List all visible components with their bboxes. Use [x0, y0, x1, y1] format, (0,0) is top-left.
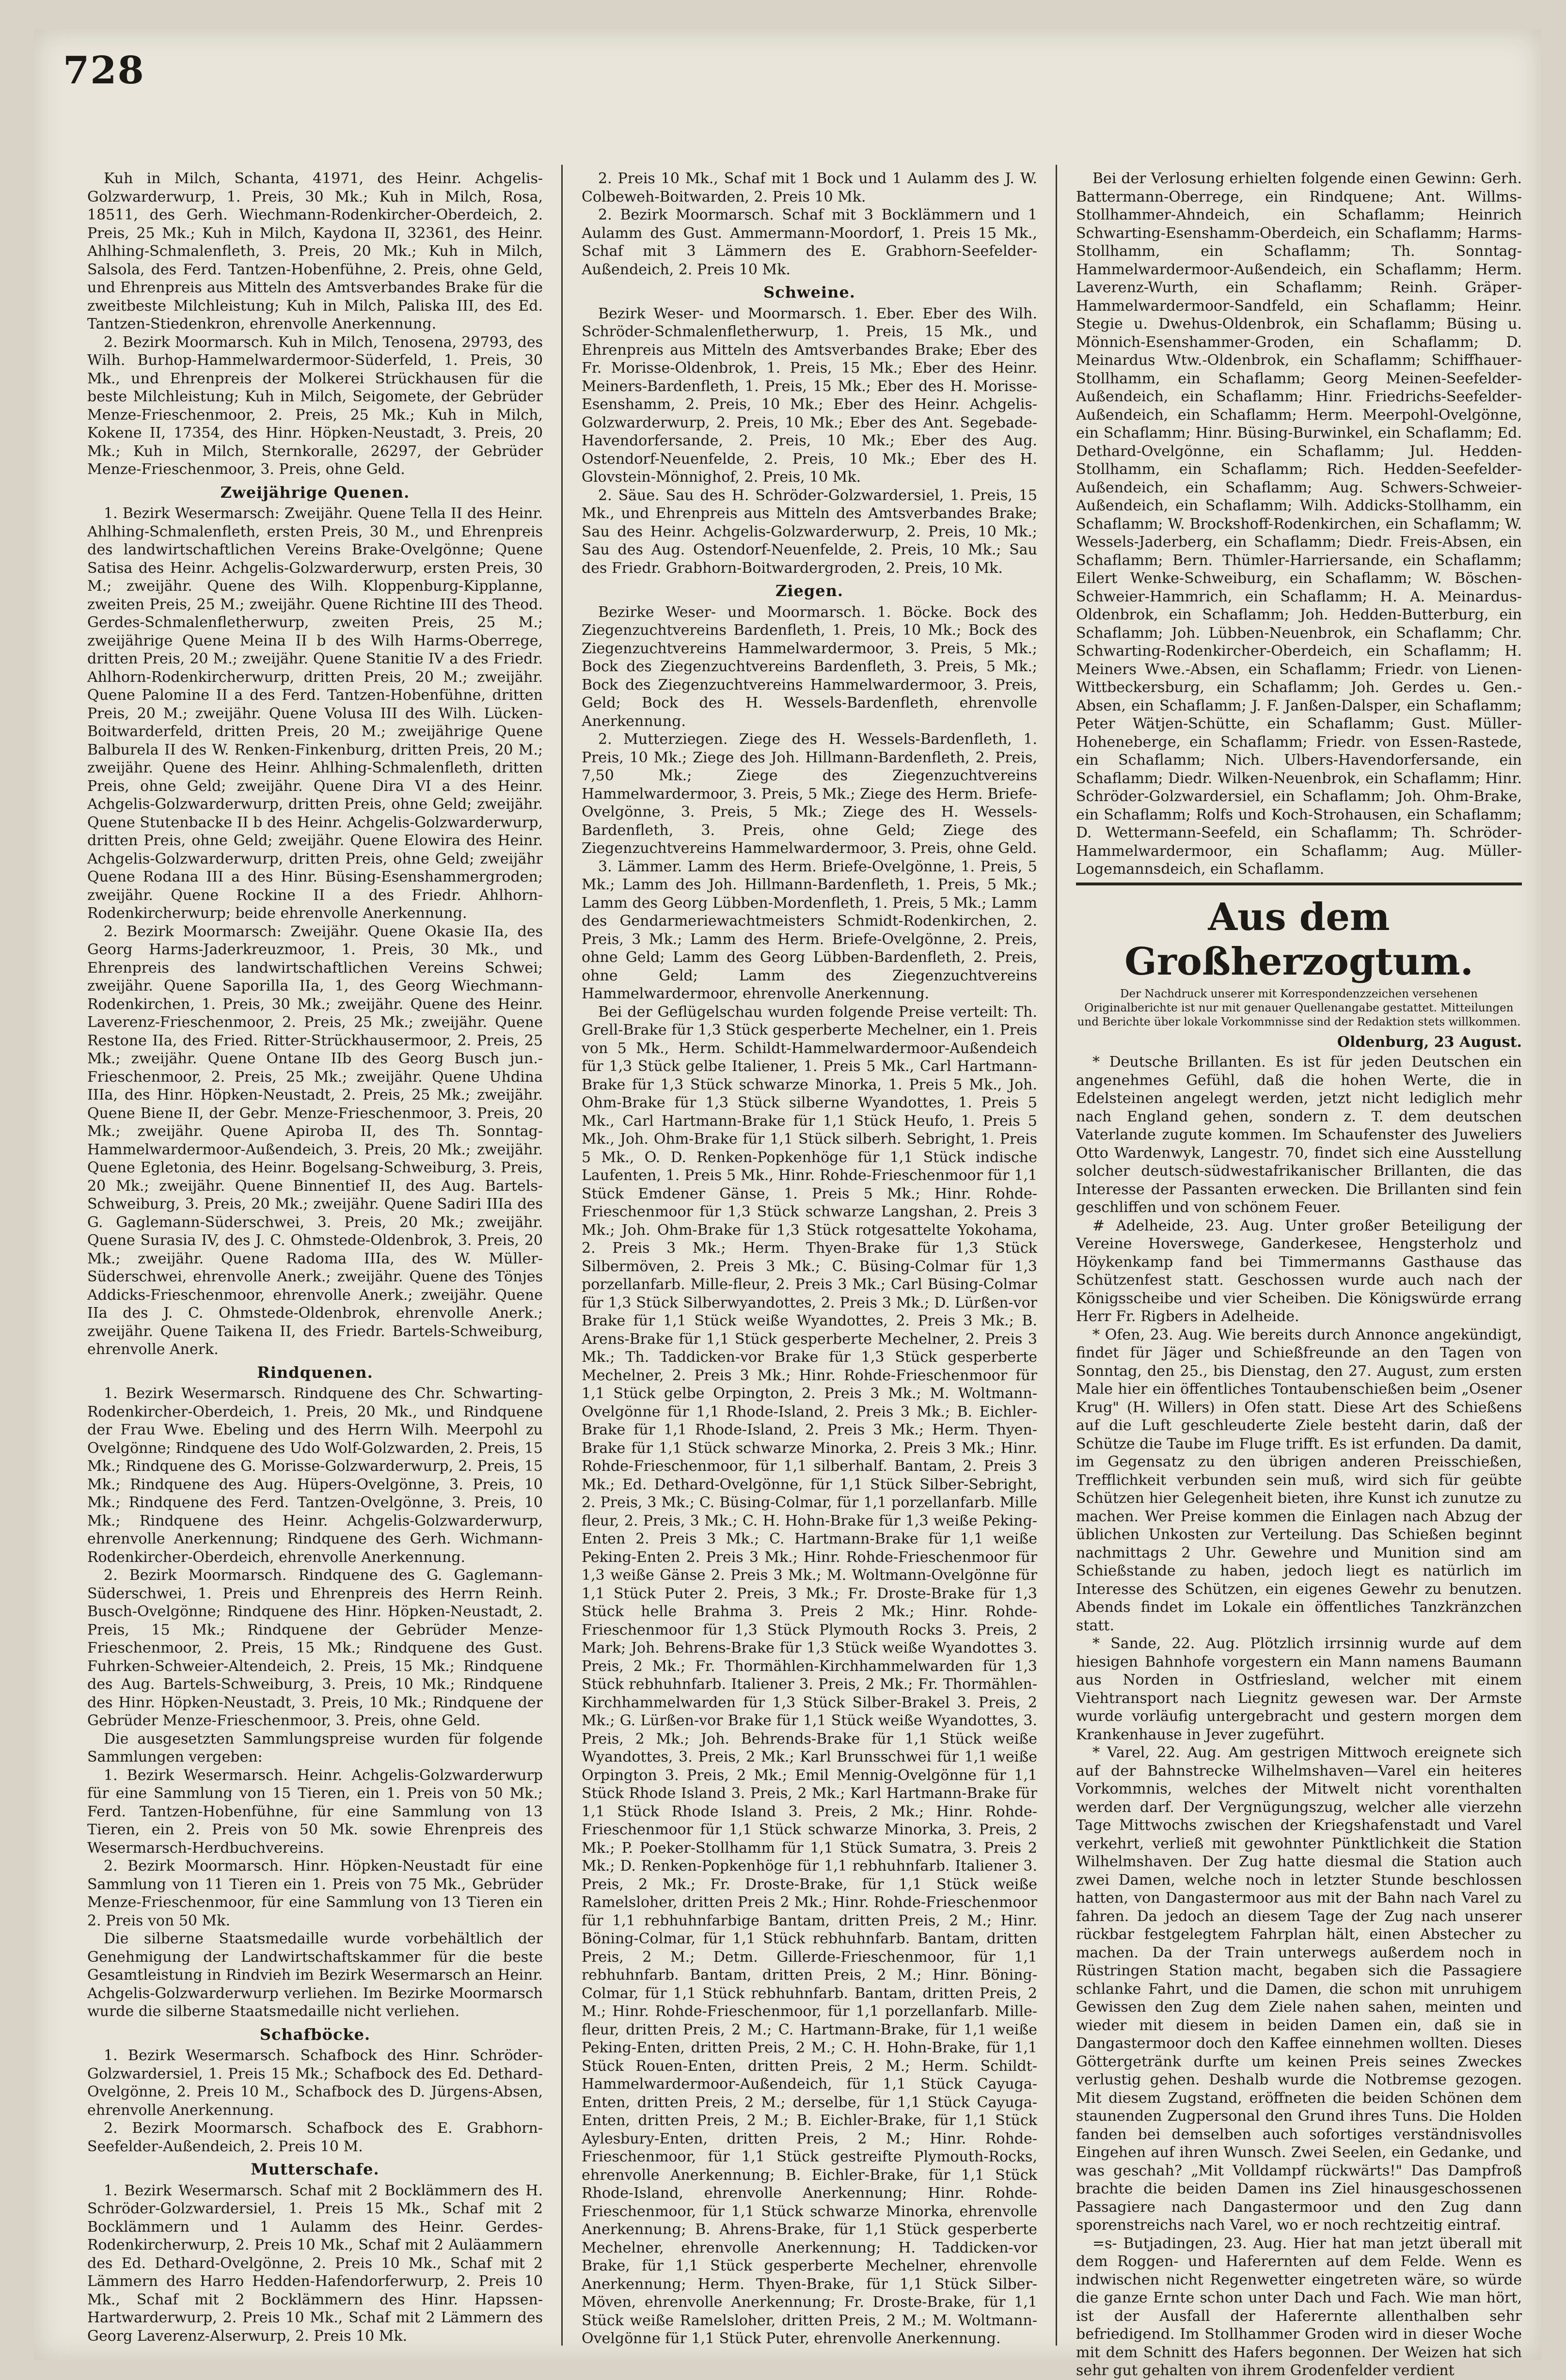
article-paragraph: Bei der Verlosung erhielten folgende einen Gewinn: Gerh. Battermann-Oberrege, ein Rindquene; Ant. Willms-Stollhammer-Ahndeich, ein Schaflamm; Heinrich Schwarting-Esenshamm-Oberdeich, ein Schaflamm; Harms-Stollhamm, ein Schaflamm; Th. Sonntag-Hammelwardermoor-Außendeich, ein Schaflamm; Herm. Laverenz-Wurth, ein Schaflamm; Reinh. Gräper-Hammelwardermoor-Sandfeld, ein Schaflamm; Heinr. Stegie u. Dwehus-Oldenbrok, ein Schaflamm; Büsing u. Mönnich-Esenshammer-Groden, ein Schaflamm; D. Meinardus Wtw.-Oldenbrok, ein Schaflamm; Schiffhauer-Stollhamm, ein Schaflamm; Georg Meinen-Seefelder-Außendeich, ein Schaflamm; Hinr. Friedrichs-Seefelder-Außendeich, ein Schaflamm; Herm. Meerpohl-Ovelgönne, ein Schaflamm; Hinr. Büsing-Burwinkel, ein Schaflamm; Ed. Dethard-Ovelgönne, ein Schaflamm; Jul. Hedden-Stollhamm, ein Schaflamm; Rich. Hedden-Seefelder-Außendeich, ein Schaflamm; Aug. Schwers-Schweier-Außendeich, ein Schaflamm; Wilh. Addicks-Stollhamm, ein Schaflamm; W. Brockshoff-Rodenkirchen, ein Schaflamm; W. Wessels-Jaderberg, ein Schaflamm; Diedr. Freis-Absen, ein Schaflamm; Bern. Thümler-Harriersande, ein Schaflamm; Eilert Wenke-Schweiburg, ein Schaflamm; W. Böschen-Schweier-Hammrich, ein Schaflamm; H. A. Meinardus-Oldenbrok, ein Schaflamm; Joh. Hedden-Butterburg, ein Schaflamm; Joh. Lübben-Neuenbrok, ein Schaflamm; Chr. Schwarting-Rodenkircher-Oberdeich, ein Schaflamm; H. Meiners Wwe.-Absen, ein Schaflamm; Friedr. von Lienen-Wittbeckersburg, ein Schaflamm; Joh. Gerdes u. Gen.-Absen, ein Schaflamm; J. F. Janßen-Dalsper, ein Schaflamm; Peter Wätjen-Schütte, ein Schaflamm; Gust. Müller-Hoheneberge, ein Schaflamm; Friedr. von Essen-Rastede, ein Schaflamm; Nich. Ulbers-Havendorfersande, ein Schaflamm; Diedr. Wilken-Neuenbrok, ein Schaflamm; Hinr. Schröder-Golzwardersiel, ein Schaflamm; Joh. Ohm-Brake, ein Schaflamm; Rolfs und Koch-Strohausen, ein Schaflamm; D. Wettermann-Seefeld, ein Schaflamm; Th. Schröder-Hammelwardermoor, ein Schaflamm; Aug. Müller-Logemannsdeich, ein Schaflamm.: [1076, 170, 1522, 878]
article-paragraph: Bezirk Weser- und Moormarsch. 1. Eber. Eber des Wilh. Schröder-Schmalenfletherwurp, 1. Preis, 15 Mk., und Ehrenpreis aus Mitteln des Amtsverbandes Brake; Eber des Fr. Morisse-Oldenbrok, 1. Preis, 15 Mk.; Eber des Heinr. Meiners-Bardenfleth, 1. Preis, 15 Mk.; Eber des H. Morisse-Esenshamm, 2. Preis, 10 Mk.; Eber des Heinr. Achgelis-Golzwarderwurp, 2. Preis, 10 Mk.; Eber des Ant. Segebade-Havendorfersande, 2. Preis, 10 Mk.; Eber des Aug. Ostendorf-Neuenfelde, 2. Preis, 10 Mk.; Eber des H. Glovstein-Mönnighof, 2. Preis, 10 Mk.: [582, 305, 1037, 486]
article-paragraph: Bezirke Weser- und Moormarsch. 1. Böcke. Bock des Ziegenzuchtvereins Bardenfleth, 1. Preis, 10 Mk.; Bock des Ziegenzuchtvereins Hammelwardermoor, 3. Preis, 5 Mk.; Bock des Ziegenzuchtvereins Bardenfleth, 3. Preis, 5 Mk.; Bock des Ziegenzuchtvereins Hammelwardermoor, 3. Preis, Geld; Bock des H. Wessels-Bardenfleth, ehrenvolle Anerkennung.: [582, 603, 1037, 730]
reprint-note: Der Nachdruck unserer mit Korrespondenzzeichen versehenen Originalberichte ist nur mit genauer Quellenangabe gestattet. Mitteilungen und Berichte über lokale Vorkommnisse sind der Redaktion stets willkommen.: [1077, 987, 1521, 1028]
article-paragraph: 2. Preis 10 Mk., Schaf mit 1 Bock und 1 Aulamm des J. W. Colbeweh-Boitwarden, 2. Preis 10 Mk.: [582, 170, 1037, 205]
section-title: Aus dem Großherzogtum.: [1124, 895, 1473, 984]
article-paragraph: Die ausgesetzten Sammlungspreise wurden für folgende Sammlungen vergeben:: [87, 1730, 543, 1765]
column-rule: [561, 165, 563, 2346]
article-paragraph: 2. Mutterziegen. Ziege des H. Wessels-Bardenfleth, 1. Preis, 10 Mk.; Ziege des Joh. Hillmann-Bardenfleth, 2. Preis, 7,50 Mk.; Ziege des Ziegenzuchtvereins Hammelwardermoor, 3. Preis, 5 Mk.; Ziege des Herm. Briefe-Ovelgönne, 3. Preis, 5 Mk.; Ziege des H. Wessels-Bardenfleth, 3. Preis, ohne Geld; Ziege des Ziegenzuchtvereins Hammelwardermoor, 3. Preis, ohne Geld.: [582, 731, 1037, 857]
article-paragraph: Bei der Geflügelschau wurden folgende Preise verteilt: Th. Grell-Brake für 1,3 Stück gesperberte Mechelner, ein 1. Preis von 5 Mk., Herm. Schildt-Hammelwardermoor-Außendeich für 1,3 Stück gelbe Italiener, 1. Preis 5 Mk., Carl Hartmann-Brake für 1,3 Stück schwarze Minorka, 1. Preis 5 Mk., Joh. Ohm-Brake für 1,3 Stück silberne Wyandottes, 1. Preis 5 Mk., Carl Hartmann-Brake für 1,1 Stück Heufo, 1. Preis 5 Mk., Joh. Ohm-Brake für 1,1 Stück silberh. Sebright, 1. Preis 5 Mk., O. D. Renken-Popkenhöge für 1,1 Stück indische Laufenten, 1. Preis 5 Mk., Hinr. Rohde-Frieschenmoor für 1,1 Stück Emdener Gänse, 1. Preis 5 Mk.; Hinr. Rohde-Frieschenmoor für 1,3 Stück schwarze Langshan, 2. Preis 3 Mk.; Joh. Ohm-Brake für 1,3 Stück rotgesattelte Yokohama, 2. Preis 3 Mk.; Herm. Thyen-Brake für 1,3 Stück Silbermöven, 2. Preis 3 Mk.; C. Büsing-Colmar für 1,3 porzellanfarb. Mille-fleur, 2. Preis 3 Mk.; Carl Büsing-Colmar für 1,3 Stück Silberwyandottes, 2. Preis 3 Mk.; D. Lürßen-vor Brake für 1,1 Stück weiße Wyandottes, 2. Preis 3 Mk.; B. Arens-Brake für 1,1 Stück gesperberte Mechelner, 2. Preis 3 Mk.; Th. Taddicken-vor Brake für 1,3 Stück gesperberte Mechelner, 2. Preis 3 Mk.; Hinr. Rohde-Frieschenmoor für 1,1 Stück gelbe Orpington, 2. Preis 3 Mk.; M. Woltmann-Ovelgönne für 1,1 Rhode-Island, 2. Preis 3 Mk.; B. Eichler-Brake für 1,1 Rhode-Island, 2. Preis 3 Mk.; Herm. Thyen-Brake für 1,1 Stück schwarze Minorka, 2. Preis 3 Mk.; Hinr. Rohde-Frieschenmoor, für 1,1 silberhalf. Bantam, 2. Preis 3 Mk.; Ed. Dethard-Ovelgönne, für 1,1 Stück Silber-Sebright, 2. Preis, 3 Mk.; C. Büsing-Colmar, für 1,1 porzellanfarb. Mille fleur, 2. Preis, 3 Mk.; C. H. Hohn-Brake für 1,3 weiße Peking-Enten 2. Preis 3 Mk.; C. Hartmann-Brake für 1,1 weiße Peking-Enten 2. Preis 3 Mk.; Hinr. Rohde-Frieschenmoor für 1,3 weiße Gänse 2. Preis 3 Mk.; M. Woltmann-Ovelgönne für 1,1 Stück Puter 2. Preis, 3 Mk.; Fr. Droste-Brake für 1,3 Stück helle Brahma 3. Preis 2 Mk.; Hinr. Rohde-Frieschenmoor für 1,3 Stück Plymouth Rocks 3. Preis, 2 Mark; Joh. Behrens-Brake für 1,3 Stück weiße Wyandottes 3. Preis, 2 Mk.; Fr. Thormählen-Kirchhammelwarden für 1,3 Stück rebhuhnfarb. Italiener 3. Preis, 2 Mk.; Fr. Thormählen-Kirchhammelwarden für 1,3 Stück Silber-Brakel 3. Preis, 2 Mk.; G. Lürßen-vor Brake für 1,1 Stück weiße Wyandottes, 3. Preis, 2 Mk.; Joh. Behrends-Brake für 1,1 Stück weiße Wyandottes, 3. Preis, 2 Mk.; Karl Brunsschwei für 1,1 weiße Orpington 3. Preis, 2 Mk.; Emil Mennig-Ovelgönne für 1,1 Stück Rhode Island 3. Preis, 2 Mk.; Karl Hartmann-Brake für 1,1 Stück Rhode Island 3. Preis, 2 Mk.; Hinr. Rohde-Frieschenmoor für 1,1 Stück schwarze Minorka, 3. Preis, 2 Mk.; P. Poeker-Stollhamm für 1,1 Stück Sumatra, 3. Preis 2 Mk.; D. Renken-Popkenhöge für 1,1 rebhuhnfarb. Italiener 3. Preis, 2 Mk.; Fr. Droste-Brake, für 1,1 Stück weiße Ramelsloher, dritten Preis 2 Mk.; Hinr. Rohde-Frieschenmoor für 1,1 rebhuhnfarbige Bantam, dritten Preis, 2 M.; Hinr. Böning-Colmar, für 1,1 Stück rebhuhnfarb. Bantam, dritten Preis, 2 M.; Detm. Gillerde-Frieschenmoor, für 1,1 rebhuhnfarb. Bantam, dritten Preis, 2 M.; Hinr. Böning-Colmar, für 1,1 Stück rebhuhnfarb. Bantam, dritten Preis, 2 M.; Hinr. Rohde-Frieschenmoor, für 1,1 porzellanfarb. Mille-fleur, dritten Preis, 2 M.; C. Hartmann-Brake, für 1,1 weiße Peking-Enten, dritten Preis, 2 M.; C. H. Hohn-Brake, für 1,1 Stück Rouen-Enten, dritten Preis, 2 M.; Herm. Schildt-Hammelwardermoor-Außendeich, für 1,1 Stück Cayuga-Enten, dritten Preis, 2 M.; derselbe, für 1,1 Stück Cayuga-Enten, dritten Preis, 2 M.; B. Eichler-Brake, für 1,1 Stück Aylesbury-Enten, dritten Preis, 2 M.; Hinr. Rohde-Frieschenmoor, für 1,1 Stück gestreifte Plymouth-Rocks, ehrenvolle Anerkennung; B. Eichler-Brake, für 1,1 Stück Rhode-Island, ehrenvolle Anerkennung; Hinr. Rohde-Frieschenmoor, für 1,1 Stück schwarze Minorka, ehrenvolle Anerkennung; B. Ahrens-Brake, für 1,1 Stück gesperberte Mechelner, ehrenvolle Anerkennung; H. Taddicken-vor Brake, für 1,1 Stück gesperberte Mechelner, ehrenvolle Anerkennung; Herm. Thyen-Brake, für 1,1 Stück Silber-Möven, ehrenvolle Anerkennung; Fr. Droste-Brake, für 1,1 Stück weiße Ramelsloher, dritten Preis, 2 M.; M. Woltmann-Ovelgönne für 1,1 Stück Puter, ehrenvolle Anerkennung.: [582, 1003, 1037, 2347]
section-heading: Mutterschafe.: [251, 2160, 380, 2178]
column-2: [582, 170, 1037, 2347]
page-number: 728: [63, 48, 145, 93]
column-1: [87, 170, 543, 2345]
section-heading: Schafböcke.: [259, 2025, 371, 2044]
article-paragraph: 1. Bezirk Wesermarsch. Schafbock des Hinr. Schröder-Golzwardersiel, 1. Preis 15 Mk.; Schafbock des Ed. Dethard-Ovelgönne, 2. Preis 10 M., Schafbock des D. Jürgens-Absen, ehrenvolle Anerkennung.: [87, 2047, 543, 2119]
article-paragraph: 2. Bezirk Moormarsch. Kuh in Milch, Tenosena, 29793, des Wilh. Burhop-Hammelwardermoor-Süderfeld, 1. Preis, 30 Mk., und Ehrenpreis der Molkerei Strückhausen für die beste Milchleistung; Kuh in Milch, Seigomete, der Gebrüder Menze-Frieschenmoor, 2. Preis, 25 Mk.; Kuh in Milch, Kokene II, 17354, des Hinr. Höpken-Neustadt, 3. Preis, 20 Mk.; Kuh in Milch, Sternkoralle, 26297, der Gebrüder Menze-Frieschenmoor, 3. Preis, ohne Geld.: [87, 333, 543, 478]
column-rule: [1056, 165, 1057, 2346]
article-paragraph: 2. Bezirk Moormarsch. Schaf mit 3 Bocklämmern und 1 Aulamm des Gust. Ammermann-Moordorf, 1. Preis 15 Mk., Schaf mit 3 Lämmern des E. Grabhorn-Seefelder-Außendeich, 2. Preis 10 Mk.: [582, 206, 1037, 278]
article-paragraph: 2. Bezirk Moormarsch. Rindquene des G. Gaglemann-Süderschwei, 1. Preis und Ehrenpreis des Herrn Reinh. Busch-Ovelgönne; Rindquene des Hinr. Höpken-Neustadt, 2. Preis, 15 Mk.; Rindquene der Gebrüder Menze-Frieschenmoor, 2. Preis, 15 Mk.; Rindquene des Gust. Fuhrken-Schweier-Altendeich, 2. Preis, 15 Mk.; Rindquene des Aug. Bartels-Schweiburg, 3. Preis, 10 Mk.; Rindquene des Hinr. Höpken-Neustadt, 3. Preis, 10 Mk.; Rindquene der Gebrüder Menze-Frieschenmoor, 3. Preis, ohne Geld.: [87, 1567, 543, 1729]
section-heading: Ziegen.: [775, 582, 843, 600]
article-paragraph: Kuh in Milch, Schanta, 41971, des Heinr. Achgelis-Golzwarderwurp, 1. Preis, 30 Mk.; Kuh in Milch, Rosa, 18511, des Gerh. Wiechmann-Rodenkircher-Oberdeich, 2. Preis, 25 Mk.; Kuh in Milch, Kaydona II, 32361, des Heinr. Ahlhing-Schmalenfleth, 3. Preis, 20 Mk.; Kuh in Milch, Salsola, des Ferd. Tantzen-Hobenfühne, 2. Preis, ohne Geld, und Ehrenpreis aus Mitteln des Amtsverbandes Brake für die zweitbeste Milchleistung; Kuh in Milch, Paliska III, des Ed. Tantzen-Stiedenkron, ehrenvolle Anerkennung.: [87, 170, 543, 332]
article-paragraph: =s- Butjadingen, 23. Aug. Hier hat man jetzt überall mit dem Roggen- und Haferernten auf dem Felde. Wenn es indwischen nicht Regenwetter eingetreten wäre, so würde die ganze Ernte schon unter Dach und Fach. Wie man hört, ist der Ausfall der Haferernte allenthalben sehr befriedigend. Im Stollhammer Groden wird in dieser Woche mit dem Schnitt des Hafers begonnen. Der Weizen hat sich sehr gut gehalten von ihrem Grodenfelder verdient: [1076, 2235, 1522, 2379]
article-paragraph: # Adelheide, 23. Aug. Unter großer Beteiligung der Vereine Hoverswege, Ganderkesee, Hengsterholz und Höykenkamp fand bei Timmermanns Gasthause das Schützenfest statt. Geschossen wurde auch nach der Königsscheibe und vier Scheiben. Die Königswürde errang Herr Fr. Rigbers in Adelheide.: [1076, 1217, 1522, 1325]
article-paragraph: 2. Säue. Sau des H. Schröder-Golzwardersiel, 1. Preis, 15 Mk., und Ehrenpreis aus Mitteln des Amtsverbandes Brake; Sau des Heinr. Achgelis-Golzwarderwurp, 2. Preis, 10 Mk.; Sau des Aug. Ostendorf-Neuenfelde, 2. Preis, 10 Mk.; Sau des Friedr. Grabhorn-Boitwardergroden, 2. Preis, 10 Mk.: [582, 487, 1037, 577]
article-paragraph: 1. Bezirk Wesermarsch. Schaf mit 2 Bocklämmern des H. Schröder-Golzwardersiel, 1. Preis 15 Mk., Schaf mit 2 Bocklämmern und 1 Aulamm des Heinr. Gerdes-Rodenkircherwurp, 2. Preis 10 Mk., Schaf mit 2 Auläammern des Ed. Dethard-Ovelgönne, 2. Preis 10 Mk., Schaf mit 2 Lämmern des Harro Hedden-Hafendorferwurp, 2. Preis 10 Mk., Schaf mit 2 Bocklämmern des Hinr. Hapssen-Hartwarderwurp, 2. Preis 10 Mk., Schaf mit 2 Lämmern des Georg Laverenz-Alserwurp, 2. Preis 10 Mk.: [87, 2182, 543, 2345]
article-paragraph: * Varel, 22. Aug. Am gestrigen Mittwoch ereignete sich auf der Bahnstrecke Wilhelmshaven—Varel ein heiteres Vorkommnis, welches der Mitwelt nicht vorenthalten werden darf. Der Vergnügungszug, welcher alle vierzehn Tage Mittwochs zwischen der Kriegshafenstadt und Varel verkehrt, verließ mit gewohnter Pünktlichkeit die Station Wilhelmshaven. Der Zug hatte diesmal die Station auch zwei Damen, welche noch in letzter Stunde beschlossen hatten, von Dangastermoor aus mit der Bahn nach Varel zu fahren. Da jedoch an diesem Tage der Zug nach unserer rückbar festgelegtem Fahrplan hält, einen Abstecher zu machen. Da der Train unterwegs außerdem noch in Rüstringen Station macht, begaben sich die Passagiere schlanke Fahrt, und die Damen, die schon mit unruhigem Gewissen den Zug dem Ziele nahen sahen, meinten und wieder mit diesem in beiden Damen ein, daß sie in Dangastermoor doch den Kaffee einnehmen wollten. Dieses Göttergetränk durfte um keinen Preis seines Zweckes verlustig gehen. Deshalb wurde die Notbremse gezogen. Mit diesem Zugstand, eröffneten die beiden Schönen dem staunenden Zugpersonal den Grund ihres Tuns. Die Holden fanden bei demselben auch sofortiges verständnisvolles Eingehen auf ihren Wunsch. Zwei Seelen, ein Gedanke, und was geschah? „Mit Volldampf rückwärts!" Das Dampfroß brachte die beiden Damen ins Ziel hinausgeschossenen Passagiere nach Dangastermoor und den Zug dann sporenstreichs nach Varel, wo er noch rechtzeitig eintraf.: [1076, 1744, 1522, 2234]
section-heading: Schweine.: [763, 283, 855, 301]
article-paragraph: * Sande, 22. Aug. Plötzlich irrsinnig wurde auf dem hiesigen Bahnhofe vorgestern ein Mann namens Baumann aus Norden in Ostfriesland, welcher mit einem Viehtransport nach Liegnitz gewesen war. Der Armste wurde vorläufig untergebracht und gestern morgen dem Krankenhause in Jever zugeführt.: [1076, 1635, 1522, 1743]
article-paragraph: 2. Bezirk Moormarsch. Hinr. Höpken-Neustadt für eine Sammlung von 11 Tieren ein 1. Preis von 75 Mk., Gebrüder Menze-Frieschenmoor, für eine Sammlung von 13 Tieren ein 2. Preis von 50 Mk.: [87, 1858, 543, 1929]
article-paragraph: 1. Bezirk Wesermarsch: Zweijähr. Quene Tella II des Heinr. Ahlhing-Schmalenfleth, ersten Preis, 30 M., und Ehrenpreis des landwirtschaftlichen Vereins Brake-Ovelgönne; Quene Satisa des Heinr. Achgelis-Golzwarderwurp, ersten Preis, 30 M.; zweijähr. Quene des Wilh. Kloppenburg-Kipplanne, zweiten Preis, 25 M.; zweijähr. Quene Richtine III des Theod. Gerdes-Schmalenfletherwurp, zweiten Preis, 25 M.; zweijährige Quene Meina II b des Wilh Harms-Oberrege, dritten Preis, 20 M.; zweijähr. Quene Stanitie IV a des Friedr. Ahlhorn-Rodenkircherwurp, dritten Preis, 20 M.; zweijähr. Quene Palomine II a des Ferd. Tantzen-Hobenfühne, dritten Preis, 20 M.; zweijähr. Quene Volusa III des Wilh. Lücken-Boitwarderfeld, dritten Preis, 20 M.; zweijährige Quene Balburela II des W. Renken-Finkenburg, dritten Preis, 20 M.; zweijähr. Quene des Heinr. Ahlhing-Schmalenfleth, dritten Preis, ohne Geld; zweijähr. Quene Dira VI a des Heinr. Achgelis-Golzwarderwurp, dritten Preis, ohne Geld; zweijähr. Quene Stutenbacke II b des Heinr. Achgelis-Golzwarderwurp, dritten Preis, ohne Geld; zweijähr. Quene Elowira des Heinr. Achgelis-Golzwarderwurp, dritten Preis, ohne Geld; zweijähr Quene Rodana III a des Hinr. Büsing-Esenshammergroden; zweijähr. Quene Rockine II a des Friedr. Ahlhorn-Rodenkircherwurp; beide ehrenvolle Anerkennung.: [87, 505, 543, 922]
article-paragraph: 1. Bezirk Wesermarsch. Heinr. Achgelis-Golzwarderwurp für eine Sammlung von 15 Tieren, ein 1. Preis von 50 Mk.; Ferd. Tantzen-Hobenfühne, für eine Sammlung von 13 Tieren, ein 2. Preis von 50 Mk. sowie Ehrenpreis des Wesermarsch-Herdbuchvereins.: [87, 1766, 543, 1857]
article-paragraph: 2. Bezirk Moormarsch: Zweijähr. Quene Okasie IIa, des Georg Harms-Jaderkreuzmoor, 1. Preis, 30 Mk., und Ehrenpreis des landwirtschaftlichen Vereins Schwei; zweijähr. Quene Saporilla IIa, 1, des Georg Wiechmann-Rodenkirchen, 1. Preis, 30 Mk.; zweijähr. Quene des Heinr. Laverenz-Frieschenmoor, 2. Preis, 25 Mk.; zweijähr. Quene Restone IIa, des Fried. Ritter-Strückhausermoor, 2. Preis, 25 Mk.; zweijähr. Quene Ontane IIb des Georg Busch jun.-Frieschenmoor, 2. Preis, 25 Mk.; zweijähr. Quene Uhdina IIIa, des Hinr. Höpken-Neustadt, 2. Preis, 25 Mk.; zweijähr. Quene Biene II, der Gebr. Menze-Frieschenmoor, 3. Preis, 20 Mk.; zweijähr. Quene Apiroba II, des Th. Sonntag-Hammelwardermoor-Außendeich, 3. Preis, 20 Mk.; zweijähr. Quene Egletonia, des Heinr. Bogelsang-Schweiburg, 3. Preis, 20 Mk.; zweijähr. Quene Binnentief II, des Aug. Bartels-Schweiburg, 3. Preis, 20 Mk.; zweijähr. Quene Sadiri IIIa des G. Gaglemann-Süderschwei, 3. Preis, 20 Mk.; zweijähr. Quene Surasia IV, des J. C. Ohmstede-Oldenbrok, 3. Preis, 20 Mk.; zweijähr. Quene Radoma IIIa, des W. Müller-Süderschwei, ehrenvolle Anerk.; zweijähr. Quene des Tönjes Addicks-Frieschenmoor, ehrenvolle Anerk.; zweijähr. Quene IIa des J. C. Ohmstede-Oldenbrok, ehrenvolle Anerk.; zweijähr. Quene Taikena II, des Friedr. Bartels-Schweiburg, ehrenvolle Anerk.: [87, 923, 543, 1358]
section-heading: Rindquenen.: [257, 1363, 373, 1382]
dateline: Oldenburg, 23 August.: [1337, 1033, 1522, 1051]
heavy-rule: [1076, 883, 1522, 885]
article-paragraph: Die silberne Staatsmedaille wurde vorbehältlich der Genehmigung der Landwirtschaftskammer für die beste Gesamtleistung in Rindvieh im Bezirk Wesermarsch an Heinr. Achgelis-Golzwarderwurp verliehen. Im Bezirke Moormarsch wurde die silberne Staatsmedaille nicht verliehen.: [87, 1930, 543, 2020]
article-paragraph: 2. Bezirk Moormarsch. Schafbock des E. Grabhorn-Seefelder-Außendeich, 2. Preis 10 M.: [87, 2120, 543, 2155]
section-heading: Zweijährige Quenen.: [220, 483, 410, 502]
article-paragraph: * Ofen, 23. Aug. Wie bereits durch Annonce angekündigt, findet für Jäger und Schießfreunde an den Tagen von Sonntag, den 25., bis Dienstag, den 27. August, zum ersten Male hier ein öffentliches Tontaubenschießen beim „Osener Krug" (H. Willers) in Ofen statt. Diese Art des Schießens auf die Luft geschleuderte Ziele besteht darin, daß der Schütze die Taube im Fluge trifft. Es ist erfunden. Da damit, im Gegensatz zu den übrigen anderen Preisschießen, Trefflichkeit verbunden sein muß, wird sich für geübte Schützen hier Gelegenheit bieten, ihre Kunst ich zunutze zu machen. Wer Preise kommen die Einlagen nach Abzug der üblichen Unkosten zur Verteilung. Das Schießen beginnt nachmittags 2 Uhr. Gewehre und Munition sind am Schießstande zu haben, jedoch liegt es natürlich im Interesse des Schützen, ein eigenes Gewehr zu benutzen. Abends findet im Lokale ein öffentliches Tanzkränzchen statt.: [1076, 1326, 1522, 1634]
article-paragraph: * Deutsche Brillanten. Es ist für jeden Deutschen ein angenehmes Gefühl, daß die hohen Werte, die in Edelsteinen angelegt werden, jetzt nicht lediglich mehr nach England gehen, sondern z. T. dem deutschen Vaterlande zugute kommen. Im Schaufenster des Juweliers Otto Wardenwyk, Langestr. 70, findet sich eine Ausstellung solcher deutsch-südwestafrikanischer Brillanten, die das Interesse der Passanten erwecken. Die Brillanten sind fein geschliffen und von schönem Feuer.: [1076, 1054, 1522, 1216]
column-3: [1076, 170, 1522, 2379]
newspaper-page: [34, 29, 1541, 2379]
article-paragraph: 3. Lämmer. Lamm des Herm. Briefe-Ovelgönne, 1. Preis, 5 Mk.; Lamm des Joh. Hillmann-Bardenfleth, 1. Preis, 5 Mk.; Lamm des Georg Lübben-Mordenfleth, 1. Preis, 5 Mk.; Lamm des Gendarmeriewachtmeisters Schmidt-Rodenkirchen, 2. Preis, 3 Mk.; Lamm des Herm. Briefe-Ovelgönne, 2. Preis, ohne Geld; Lamm des Georg Lübben-Bardenfleth, 2. Preis, ohne Geld; Lamm des Ziegenzuchtvereins Hammelwardermoor, ehrenvolle Anerkennung.: [582, 858, 1037, 1002]
article-paragraph: 1. Bezirk Wesermarsch. Rindquene des Chr. Schwarting-Rodenkircher-Oberdeich, 1. Preis, 20 Mk., und Rindquene der Frau Wwe. Ebeling und des Herrn Wilh. Meerpohl zu Ovelgönne; Rindquene des Udo Wolf-Golzwarden, 2. Preis, 15 Mk.; Rindquene des G. Morisse-Golzwarderwurp, 2. Preis, 15 Mk.; Rindquene des Aug. Hüpers-Ovelgönne, 3. Preis, 10 Mk.; Rindquene des Ferd. Tantzen-Ovelgönne, 3. Preis, 10 Mk.; Rindquene des Heinr. Achgelis-Golzwarderwurp, ehrenvolle Anerkennung; Rindquene des Gerh. Wichmann-Rodenkircher-Oberdeich, ehrenvolle Anerkennung.: [87, 1385, 543, 1566]
